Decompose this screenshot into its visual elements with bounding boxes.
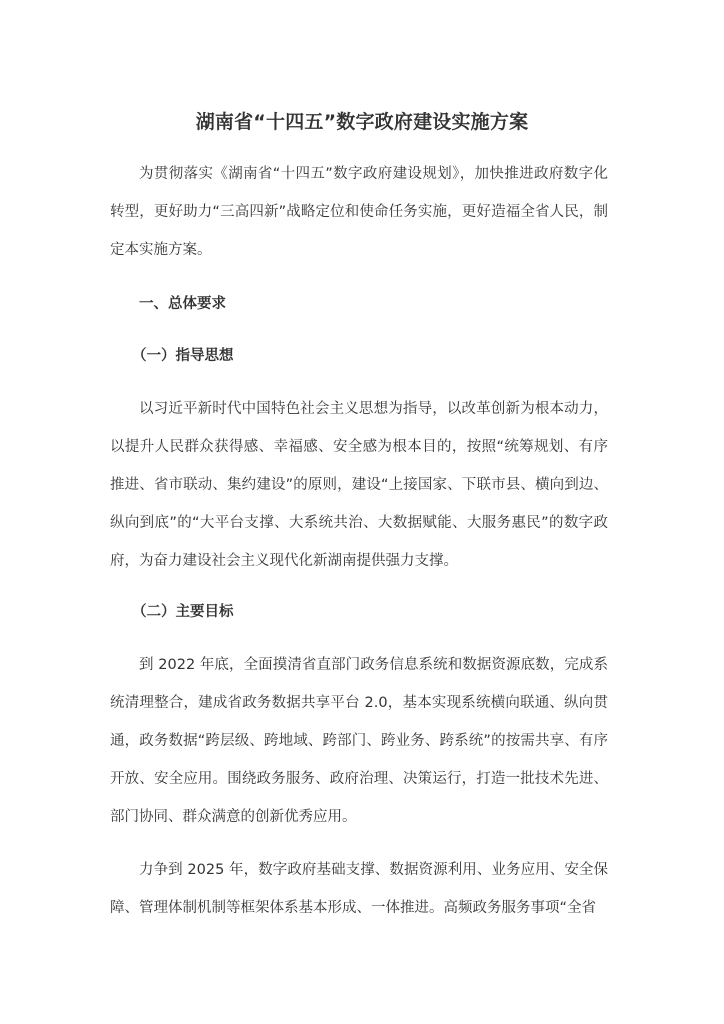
intro-paragraph: 为贯彻落实《湖南省“十四五”数字政府建设规划》，加快推进政府数字化转型，更好助力“三高四新”战略定位和使命任务实施，更好造福全省人民，制定本实施方案。: [110, 166, 608, 258]
section-heading-general-requirements: 一、总体要求: [139, 296, 226, 312]
subsection-heading-guiding-ideology: （一）指导思想: [132, 348, 234, 364]
guiding-ideology-paragraph: 以习近平新时代中国特色社会主义思想为指导，以改革创新为根本动力，以提升人民群众获得感、幸福感、安全感为根本目的，按照“统筹规划、有序推进、省市联动、集约建设”的原则，建设“上接国家、下联市县、横向到边、纵向到底”的“大平台支撑、大系统共治、大数据赋能、大服务惠民”的数字政府，为奋力建设社会主义现代化新湖南提供强力支撑。: [110, 401, 608, 569]
main-goals-paragraph-2022: 到 2022 年底，全面摸清省直部门政务信息系统和数据资源底数，完成系统清理整合，建成省政务数据共享平台 2.0，基本实现系统横向联通、纵向贯通，政务数据“跨层级、跨地域、跨部门、跨业务、跨系统”的按需共享、有序开放、安全应用。围绕政务服务、政府治理、决策运行，打造一批技术先进、部门协同、群众满意的创新优秀应用。: [110, 657, 608, 825]
main-goals-paragraph-2025: 力争到 2025 年，数字政府基础支撑、数据资源利用、业务应用、安全保障、管理体制机制等框架体系基本形成、一体推进。高频政务服务事项“全省: [110, 862, 608, 916]
document-title: 湖南省“十四五”数字政府建设实施方案: [195, 111, 529, 133]
subsection-heading-main-goals: （二）主要目标: [132, 604, 234, 620]
